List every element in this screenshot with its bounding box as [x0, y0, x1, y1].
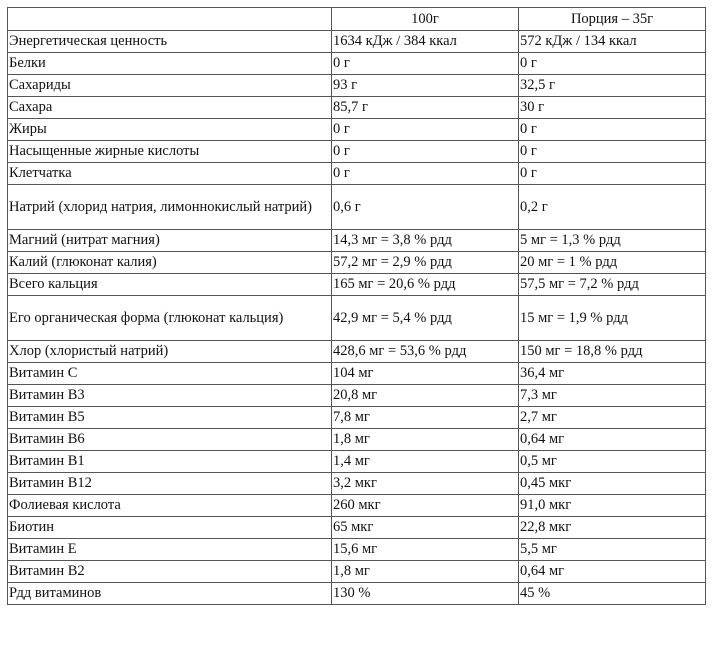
nutrient-name-cell: Рдд витаминов [8, 583, 332, 605]
per-100g-value-cell: 65 мкг [332, 517, 519, 539]
per-100g-value-cell: 130 % [332, 583, 519, 605]
per-100g-value-cell: 57,2 мг = 2,9 % рдд [332, 252, 519, 274]
nutrient-name-cell: Витамин В2 [8, 561, 332, 583]
table-header-row [8, 8, 706, 31]
table-row [8, 75, 706, 97]
nutrient-name-cell: Витамин В12 [8, 473, 332, 495]
per-100g-value-cell: 93 г [332, 75, 519, 97]
nutrient-name-cell: Витамин В5 [8, 407, 332, 429]
nutrient-name-cell: Магний (нитрат магния) [8, 230, 332, 252]
per-100g-value-cell: 1,4 мг [332, 451, 519, 473]
portion-value-cell: 22,8 мкг [519, 517, 706, 539]
portion-value-cell: 5 мг = 1,3 % рдд [519, 230, 706, 252]
portion-value-cell: 0,45 мкг [519, 473, 706, 495]
table-row [8, 341, 706, 363]
table-row [8, 561, 706, 583]
portion-value-cell: 572 кДж / 134 ккал [519, 31, 706, 53]
table-row [8, 163, 706, 185]
portion-value-cell: 0 г [519, 53, 706, 75]
portion-value-cell: 0 г [519, 119, 706, 141]
table-row [8, 429, 706, 451]
per-100g-value-cell: 1,8 мг [332, 561, 519, 583]
portion-value-cell: 2,7 мг [519, 407, 706, 429]
portion-value-cell: 20 мг = 1 % рдд [519, 252, 706, 274]
per-100g-value-cell: 14,3 мг = 3,8 % рдд [332, 230, 519, 252]
nutrition-table [7, 7, 706, 605]
nutrient-name-cell: Его органическая форма (глюконат кальция) [8, 296, 332, 341]
portion-value-cell: 0,5 мг [519, 451, 706, 473]
header-cell-portion: Порция – 35г [519, 8, 706, 31]
table-row [8, 407, 706, 429]
nutrient-name-cell: Всего кальция [8, 274, 332, 296]
nutrient-name-cell: Витамин В3 [8, 385, 332, 407]
portion-value-cell: 0 г [519, 163, 706, 185]
nutrient-name-cell: Фолиевая кислота [8, 495, 332, 517]
nutrient-name-cell: Витамин В1 [8, 451, 332, 473]
per-100g-value-cell: 3,2 мкг [332, 473, 519, 495]
header-cell-per-100g: 100г [332, 8, 519, 31]
portion-value-cell: 45 % [519, 583, 706, 605]
per-100g-value-cell: 85,7 г [332, 97, 519, 119]
portion-value-cell: 15 мг = 1,9 % рдд [519, 296, 706, 341]
portion-value-cell: 91,0 мкг [519, 495, 706, 517]
table-row [8, 119, 706, 141]
per-100g-value-cell: 0 г [332, 53, 519, 75]
per-100g-value-cell: 7,8 мг [332, 407, 519, 429]
portion-value-cell: 0,64 мг [519, 561, 706, 583]
per-100g-value-cell: 42,9 мг = 5,4 % рдд [332, 296, 519, 341]
per-100g-value-cell: 0 г [332, 119, 519, 141]
table-row [8, 141, 706, 163]
per-100g-value-cell: 260 мкг [332, 495, 519, 517]
nutrition-table-container [7, 7, 706, 605]
per-100g-value-cell: 0 г [332, 163, 519, 185]
portion-value-cell: 57,5 мг = 7,2 % рдд [519, 274, 706, 296]
portion-value-cell: 5,5 мг [519, 539, 706, 561]
portion-value-cell: 0,64 мг [519, 429, 706, 451]
nutrient-name-cell: Белки [8, 53, 332, 75]
table-row [8, 473, 706, 495]
nutrient-name-cell: Клетчатка [8, 163, 332, 185]
nutrient-name-cell: Насыщенные жирные кислоты [8, 141, 332, 163]
nutrient-name-cell: Жиры [8, 119, 332, 141]
per-100g-value-cell: 0 г [332, 141, 519, 163]
table-row [8, 274, 706, 296]
nutrient-name-cell: Сахариды [8, 75, 332, 97]
portion-value-cell: 36,4 мг [519, 363, 706, 385]
nutrient-name-cell: Энергетическая ценность [8, 31, 332, 53]
portion-value-cell: 0 г [519, 141, 706, 163]
nutrient-name-cell: Хлор (хлористый натрий) [8, 341, 332, 363]
per-100g-value-cell: 428,6 мг = 53,6 % рдд [332, 341, 519, 363]
portion-value-cell: 7,3 мг [519, 385, 706, 407]
nutrient-name-cell: Витамин В6 [8, 429, 332, 451]
per-100g-value-cell: 1,8 мг [332, 429, 519, 451]
per-100g-value-cell: 20,8 мг [332, 385, 519, 407]
table-row [8, 185, 706, 230]
portion-value-cell: 30 г [519, 97, 706, 119]
table-row [8, 252, 706, 274]
table-row [8, 53, 706, 75]
table-row [8, 517, 706, 539]
table-row [8, 97, 706, 119]
per-100g-value-cell: 104 мг [332, 363, 519, 385]
table-row [8, 385, 706, 407]
table-row [8, 31, 706, 53]
portion-value-cell: 150 мг = 18,8 % рдд [519, 341, 706, 363]
nutrient-name-cell: Биотин [8, 517, 332, 539]
table-row [8, 451, 706, 473]
table-row [8, 230, 706, 252]
portion-value-cell: 0,2 г [519, 185, 706, 230]
nutrient-name-cell: Сахара [8, 97, 332, 119]
per-100g-value-cell: 1634 кДж / 384 ккал [332, 31, 519, 53]
portion-value-cell: 32,5 г [519, 75, 706, 97]
header-cell-nutrient [8, 8, 332, 31]
table-row [8, 363, 706, 385]
table-row [8, 296, 706, 341]
nutrient-name-cell: Калий (глюконат калия) [8, 252, 332, 274]
table-row [8, 539, 706, 561]
table-row [8, 583, 706, 605]
per-100g-value-cell: 15,6 мг [332, 539, 519, 561]
nutrient-name-cell: Витамин С [8, 363, 332, 385]
per-100g-value-cell: 165 мг = 20,6 % рдд [332, 274, 519, 296]
per-100g-value-cell: 0,6 г [332, 185, 519, 230]
nutrient-name-cell: Натрий (хлорид натрия, лимоннокислый натрий) [8, 185, 332, 230]
table-row [8, 495, 706, 517]
nutrition-table-body [8, 8, 706, 605]
nutrient-name-cell: Витамин Е [8, 539, 332, 561]
